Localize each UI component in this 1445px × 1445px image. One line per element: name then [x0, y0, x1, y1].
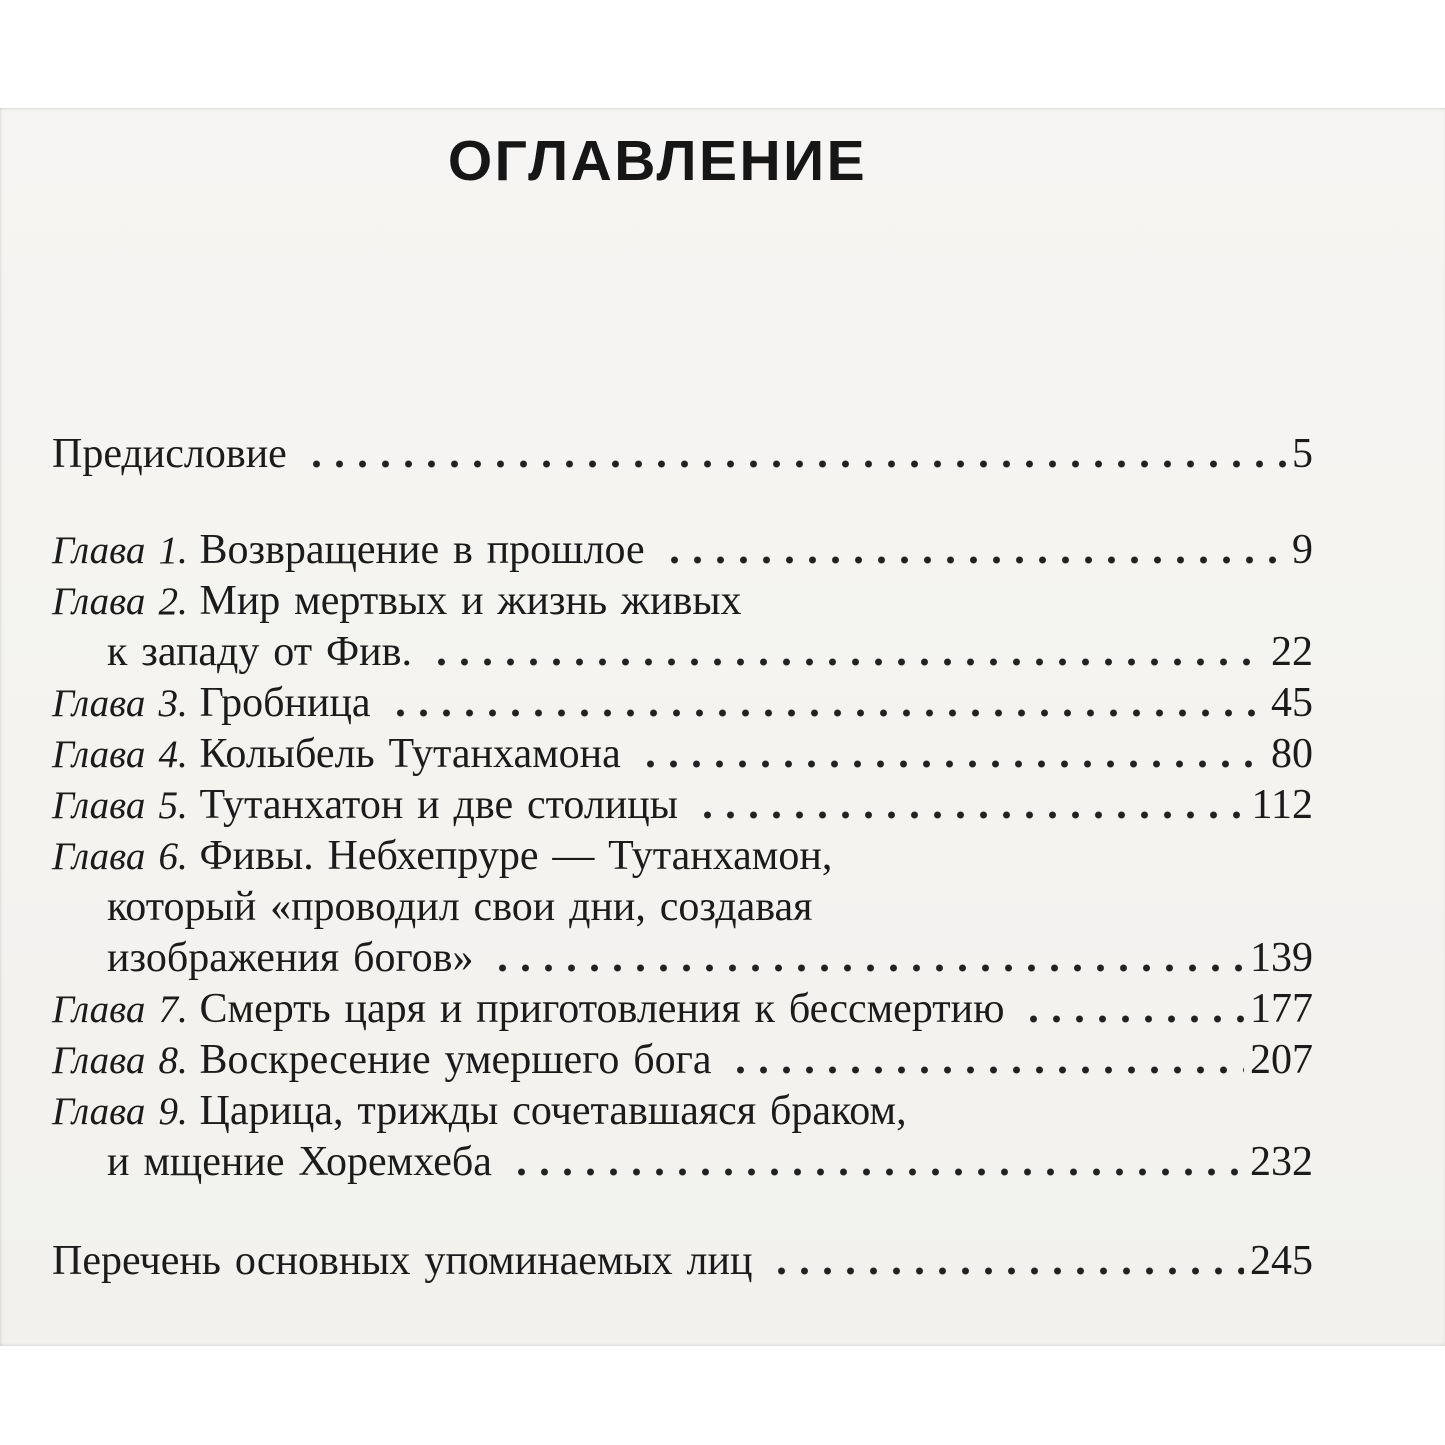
page-number: 112	[1251, 782, 1313, 828]
chapter-title: Царица, трижды сочетавшаяся браком,	[199, 1088, 907, 1134]
page-number: 245	[1250, 1238, 1313, 1284]
toc-entry-chapter-6	[52, 831, 1313, 984]
chapter-title: Мир мертвых и жизнь живых	[199, 578, 742, 624]
chapter-prefix: Глава 2.	[52, 580, 188, 623]
chapter-prefix: Глава 5.	[52, 784, 188, 827]
page-number: 22	[1271, 629, 1313, 675]
entry-line-1	[52, 576, 1313, 627]
entry-label: Предисловие	[52, 431, 287, 477]
entry-line-2: который «проводил свои дни, создавая	[107, 884, 813, 930]
dot-leader	[721, 1035, 1244, 1086]
toc-entry-chapter-2	[52, 576, 1313, 678]
entry-label	[52, 984, 1004, 1035]
chapter-title: Гробница	[199, 680, 371, 726]
toc-entry-chapter-7	[52, 984, 1313, 1035]
page-number: 9	[1292, 527, 1313, 573]
page-number: 177	[1250, 986, 1313, 1032]
page-number: 207	[1250, 1037, 1313, 1083]
chapter-title: Тутанхатон и две столицы	[199, 782, 678, 828]
back-matter-group	[52, 1236, 1313, 1287]
chapter-prefix: Глава 6.	[52, 835, 188, 878]
chapter-prefix: Глава 9.	[52, 1090, 188, 1133]
page-number: 80	[1271, 731, 1313, 777]
page-title: ОГЛАВЛЕНИЕ	[447, 129, 868, 193]
dot-leader	[688, 780, 1246, 831]
chapter-title-cont: к западу от Фив.	[107, 629, 412, 675]
dot-leader	[655, 525, 1286, 576]
page-number: 45	[1271, 680, 1313, 726]
toc-entry-chapter-3	[52, 678, 1313, 729]
toc-entry-chapter-5	[52, 780, 1313, 831]
entry-line-1	[52, 1086, 1313, 1137]
toc-entry-chapter-9	[52, 1086, 1313, 1188]
dot-leader	[381, 678, 1265, 729]
chapters-group	[52, 525, 1313, 1188]
entry-label	[52, 678, 371, 729]
dot-leader	[762, 1236, 1244, 1287]
toc-content	[52, 108, 1313, 1287]
chapter-prefix: Глава 3.	[52, 682, 188, 725]
dot-leader	[422, 627, 1265, 678]
chapter-title-cont: изображения богов»	[107, 935, 474, 981]
front-matter-group	[52, 429, 1313, 480]
toc-entry-chapter-4	[52, 729, 1313, 780]
entry-label	[52, 729, 621, 780]
entry-line-1	[52, 831, 1313, 882]
chapter-title-cont: и мщение Хоремхеба	[107, 1139, 492, 1185]
chapter-title: Воскресение умершего бога	[199, 1037, 712, 1083]
chapter-prefix: Глава 4.	[52, 733, 188, 776]
toc-entry-chapter-8	[52, 1035, 1313, 1086]
dot-leader	[297, 429, 1286, 480]
entry-label	[52, 1035, 711, 1086]
paper-page	[0, 108, 1445, 1346]
entry-label: Перечень основных упоминаемых лиц	[52, 1238, 753, 1284]
chapter-prefix: Глава 8.	[52, 1039, 188, 1082]
dot-leader	[631, 729, 1265, 780]
entry-label	[52, 525, 645, 576]
entry-label	[52, 780, 678, 831]
chapter-title: Возвращение в прошлое	[199, 527, 645, 573]
page-number: 5	[1292, 431, 1313, 477]
chapter-title: Колыбель Тутанхамона	[199, 731, 621, 777]
toc-entry-index	[52, 1236, 1313, 1287]
chapter-prefix: Глава 7.	[52, 988, 188, 1031]
page-number: 139	[1250, 935, 1313, 981]
dot-leader	[483, 933, 1244, 984]
toc-entry-preface	[52, 429, 1313, 480]
chapter-prefix: Глава 1.	[52, 529, 188, 572]
dot-leader	[1014, 984, 1244, 1035]
chapter-title: Смерть царя и приготовления к бессмертию	[199, 986, 1005, 1032]
chapter-title: Фивы. Небхепруре — Тутанхамон,	[199, 833, 833, 879]
toc-entry-chapter-1	[52, 525, 1313, 576]
page-number: 232	[1250, 1139, 1313, 1185]
dot-leader	[502, 1137, 1244, 1188]
